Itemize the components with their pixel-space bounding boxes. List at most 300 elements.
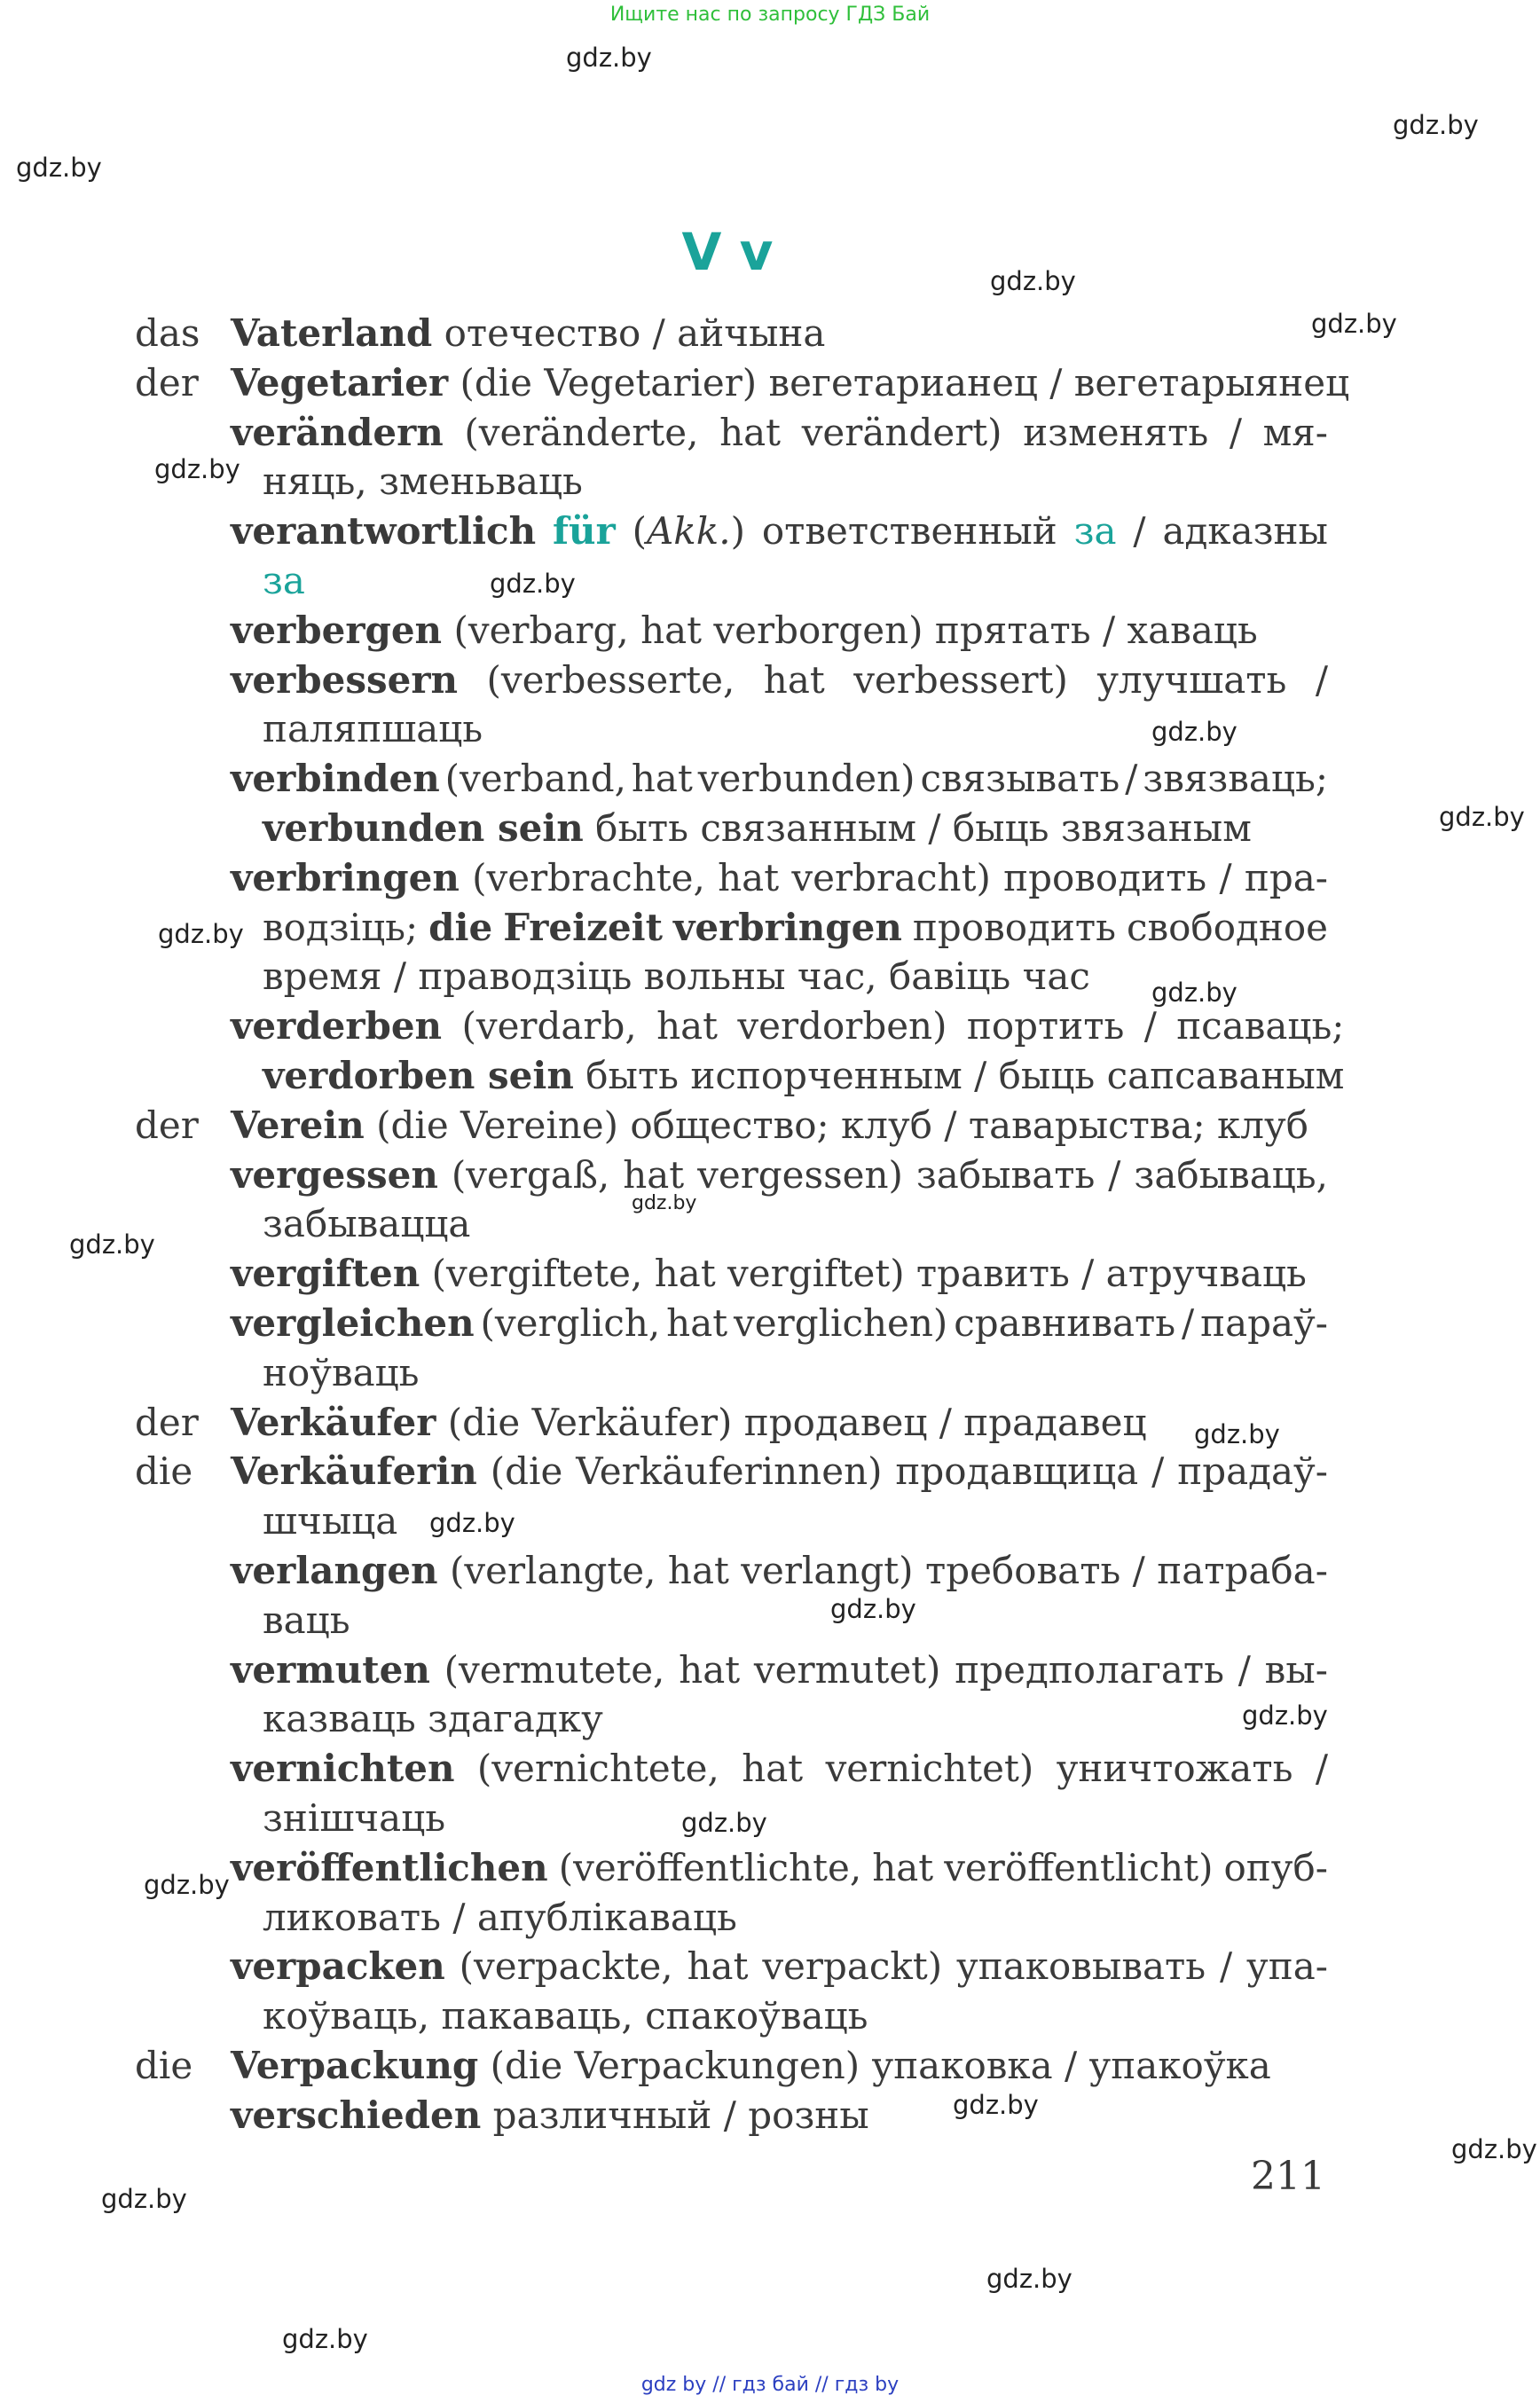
entry-word: [925, 1546, 1120, 1596]
entry-text: (verbesserte,: [486, 657, 735, 702]
entry-continuation-line: [231, 704, 1328, 754]
entry-body: [231, 1447, 1328, 1546]
entry-word: [461, 1001, 636, 1051]
entry-word: [853, 656, 1068, 705]
article: [135, 1150, 231, 1250]
entry-body: [231, 1398, 1328, 1448]
entry-text: (die Verkäufer) продавец / прадавец: [436, 1400, 1147, 1444]
entry-line: [231, 1249, 1328, 1299]
entry-word: [742, 1744, 803, 1794]
entry-text: коўваць, пакаваць, спакоўваць: [263, 1994, 868, 2038]
entry-text: забываць,: [1134, 1152, 1328, 1197]
entry-text: /: [1219, 855, 1232, 899]
entry-text: предполагать: [955, 1647, 1224, 1692]
article: [135, 754, 231, 853]
entry-word: [791, 853, 991, 903]
entry-text: отечество / айчына: [432, 311, 826, 355]
entry-line: [231, 656, 1328, 705]
page-number: 211: [1251, 2154, 1325, 2199]
entry-word: [231, 754, 440, 804]
entry-word: [954, 1299, 1175, 1348]
entry-word: [895, 1447, 1138, 1496]
entry-text: адказны: [1162, 509, 1328, 554]
dictionary-entry: [135, 1001, 1345, 1101]
entry-text: hat: [631, 757, 693, 801]
article: die: [135, 2043, 193, 2087]
entry-body: [231, 358, 1349, 408]
entry-line: [231, 1398, 1328, 1448]
entry-word: [921, 754, 1120, 804]
watermark: gdz.by: [1311, 309, 1397, 339]
entry-line: [231, 2091, 1328, 2140]
entry-text: verlangen: [231, 1548, 438, 1592]
watermark: gdz.by: [1393, 110, 1479, 140]
dictionary-entry: [135, 606, 1328, 656]
dictionary-entry: [135, 1645, 1328, 1745]
entry-line: [231, 408, 1328, 458]
entry-word: [1133, 507, 1145, 556]
entry-text: (die Vereine) общество; клуб / таварыства; клуб: [364, 1103, 1308, 1147]
entry-text: (verdarb,: [461, 1004, 637, 1048]
entry-text: verdorben sein: [263, 1053, 574, 1097]
entry-word: [802, 408, 1002, 458]
headword: Vegetarier: [231, 360, 449, 404]
entry-word: [967, 1001, 1125, 1051]
watermark: gdz.by: [986, 2264, 1072, 2294]
entry-line: [231, 606, 1328, 656]
entry-text: упаковывать: [955, 1944, 1206, 1989]
entry-word: [656, 1001, 718, 1051]
entry-line: [231, 1546, 1328, 1596]
entry-word: [1246, 1942, 1328, 1991]
entry-word: [666, 1299, 727, 1348]
headword: Verkäufer: [231, 1400, 436, 1444]
headword: verschieden: [231, 2093, 482, 2137]
entry-word: [231, 408, 444, 458]
entry-line: [231, 1001, 1344, 1051]
watermark: gdz.by: [69, 1229, 155, 1260]
entry-text: hat: [719, 410, 782, 454]
entry-line: [231, 1744, 1328, 1794]
dictionary-entry: [135, 1546, 1328, 1645]
watermark: gdz.by: [1451, 2134, 1537, 2164]
entry-continuation-line: [231, 1051, 1344, 1101]
entry-text: ликовать / апублікаваць: [263, 1895, 737, 1939]
entry-text: ноўваць: [263, 1350, 420, 1394]
watermark: gdz.by: [681, 1808, 767, 1838]
entry-text: verpacken: [231, 1944, 445, 1989]
entry-word: [231, 656, 458, 705]
entry-word: [450, 1546, 656, 1596]
entry-text: verglichen): [734, 1300, 948, 1345]
entry-continuation-line: [231, 1694, 1328, 1744]
headword: verbergen: [231, 608, 443, 652]
entry-word: [688, 1942, 749, 1991]
watermark: gdz.by: [282, 2324, 368, 2354]
entry-word: [1263, 408, 1328, 458]
entry-text: verlangt): [741, 1548, 914, 1592]
entry-text: мя-: [1262, 410, 1328, 454]
entry-text: Verkäuferin: [231, 1449, 477, 1494]
entry-word: [452, 1150, 609, 1200]
entry-text: (vermutete,: [444, 1647, 665, 1692]
entry-word: [697, 1150, 903, 1200]
entry-body: [231, 1744, 1328, 1843]
entry-text: различный / розны: [481, 2093, 869, 2137]
entry-word: [1057, 1744, 1293, 1794]
entry-word: [1023, 408, 1208, 458]
dictionary-entry: [135, 408, 1328, 507]
entry-text: проводить: [912, 905, 1116, 949]
watermark: gdz.by: [990, 266, 1076, 296]
entry-word: [668, 1546, 729, 1596]
entry-word: [1162, 507, 1328, 556]
entry-text: упа-: [1245, 1944, 1328, 1989]
entry-text: /: [1151, 1449, 1165, 1494]
footer-links[interactable]: gdz by // гдз бай // гдз by: [640, 2374, 900, 2396]
entry-word: [679, 1645, 740, 1695]
entry-word: [718, 853, 779, 903]
entry-text: шчыца: [263, 1499, 398, 1543]
entry-text: вы-: [1264, 1647, 1328, 1692]
entry-body: [231, 606, 1328, 656]
article: [135, 1299, 231, 1398]
article: [135, 1249, 231, 1299]
entry-text: vernichtet): [825, 1747, 1034, 1791]
entry-text: улучшать: [1096, 657, 1287, 702]
entry-text: параў-: [1200, 1300, 1328, 1345]
entry-text: (verpackte,: [459, 1944, 673, 1989]
entry-word: [231, 1150, 438, 1200]
article: [135, 1645, 231, 1745]
entry-text: für: [552, 509, 616, 554]
entry-text: изменять: [1023, 410, 1209, 454]
watermark: gdz.by: [16, 153, 102, 183]
article: [135, 2091, 231, 2140]
entry-continuation-line: [231, 1794, 1328, 1843]
headword: Verpackung: [231, 2043, 479, 2087]
entry-line: [231, 1299, 1328, 1348]
entry-word: [762, 507, 1057, 556]
entry-word: [1230, 408, 1242, 458]
section-heading: V v: [681, 222, 774, 282]
watermark: gdz.by: [1194, 1419, 1280, 1449]
entry-body: [231, 754, 1328, 853]
entry-line: [231, 1843, 1328, 1893]
article: [135, 507, 231, 606]
entry-word: [1220, 1942, 1232, 1991]
entry-line: [231, 1645, 1328, 1695]
entry-text: hat: [666, 1300, 728, 1345]
entry-word: [719, 408, 781, 458]
watermark: gdz.by: [101, 2184, 187, 2214]
entry-word: [872, 1843, 933, 1893]
dictionary-entry: [135, 853, 1328, 1001]
entry-text: vermuten: [231, 1647, 430, 1692]
entry-text: hat: [623, 1152, 685, 1197]
entry-text: забывацца: [263, 1202, 471, 1246]
entry-text: /: [1229, 410, 1242, 454]
entry-continuation-line: [231, 457, 1328, 507]
entry-text: (vergiftete, hat vergiftet) травить / атручваць: [420, 1252, 1307, 1296]
entry-text: vergessen): [697, 1152, 903, 1197]
entry-word: [1200, 1299, 1328, 1348]
entry-word: [734, 1299, 947, 1348]
entry-word: [1144, 1001, 1157, 1051]
entry-body: [231, 1299, 1328, 1398]
article: der: [135, 1103, 199, 1147]
entry-text: казваць здагадку: [263, 1697, 603, 1741]
entry-word: [559, 1843, 861, 1893]
entry-word: [741, 1546, 913, 1596]
entry-text: связывать: [920, 757, 1120, 801]
entry-word: [1316, 1744, 1328, 1794]
entry-body: [231, 656, 1328, 755]
dictionary-entry: [135, 2091, 1328, 2140]
headword: vergiften: [231, 1252, 420, 1296]
entry-text: verbessert): [853, 657, 1068, 702]
entry-body: [231, 2041, 1328, 2091]
entry-word: [428, 903, 492, 953]
article: die: [135, 1449, 193, 1494]
article: [135, 408, 231, 507]
entry-word: [231, 853, 460, 903]
entry-word: [231, 1942, 445, 1991]
headword: Vaterland: [231, 311, 433, 355]
entry-word: [1238, 1645, 1251, 1695]
entry-word: [673, 903, 902, 953]
entry-text: hat: [718, 855, 780, 899]
entry-text: verderben: [231, 1004, 443, 1048]
entry-text: /: [1108, 1152, 1121, 1197]
entry-word: [1219, 853, 1231, 903]
entry-body: [231, 1645, 1328, 1745]
entry-text: требовать: [924, 1548, 1121, 1592]
entry-text: (verlangte,: [449, 1548, 656, 1592]
entry-text: псаваць;: [1176, 1004, 1345, 1048]
entry-word: [1003, 853, 1206, 903]
entry-text: /: [1182, 1300, 1195, 1345]
entry-word: [1265, 1645, 1328, 1695]
entry-word: [1177, 1447, 1328, 1496]
entry-text: /: [1133, 509, 1146, 554]
entry-text: /: [1219, 1944, 1233, 1989]
watermark: gdz.by: [632, 1192, 697, 1214]
entry-continuation-line: [231, 804, 1328, 853]
entry-line: [231, 754, 1328, 804]
entry-text: за: [1073, 509, 1117, 554]
entry-word: [1096, 656, 1286, 705]
entry-text: (verbarg, hat verborgen) прятать / хаваць: [442, 608, 1258, 652]
entry-body: [231, 853, 1328, 1001]
entry-word: [1108, 1150, 1120, 1200]
entry-text: проводить: [1003, 855, 1207, 899]
entry-text: Verkäuferinnen): [576, 1449, 883, 1494]
entry-word: [913, 903, 1116, 953]
entry-continuation-line: [231, 1496, 1328, 1546]
entry-word: [1182, 1299, 1194, 1348]
entry-word: [444, 1645, 665, 1695]
entry-word: [754, 1645, 941, 1695]
entry-body: [231, 1001, 1344, 1101]
entry-continuation-line: [231, 1893, 1328, 1943]
entry-text: verbracht): [791, 855, 991, 899]
dictionary-entry: [135, 1150, 1328, 1250]
entry-text: за: [263, 558, 305, 602]
entry-word: [1134, 1150, 1328, 1200]
dictionary-entry: [135, 1299, 1328, 1398]
entry-word: [764, 656, 825, 705]
watermark: gdz.by: [158, 919, 244, 949]
entry-body: [231, 507, 1328, 606]
entry-word: [460, 1942, 673, 1991]
entry-text: /: [1315, 657, 1328, 702]
entry-text: ответственный: [761, 509, 1057, 554]
entry-text: vernichten: [231, 1747, 455, 1791]
entry-text: verändert): [801, 410, 1002, 454]
entry-text: hat: [687, 1944, 749, 1989]
entry-word: [1223, 1843, 1327, 1893]
entry-text: vergessen: [231, 1152, 438, 1197]
entry-text: звязваць;: [1143, 757, 1328, 801]
entry-text: ваць: [263, 1598, 350, 1642]
entry-word: [491, 1447, 563, 1496]
entry-text: verbunden): [697, 757, 915, 801]
dictionary-entry: [135, 1249, 1328, 1299]
entry-word: [826, 1744, 1034, 1794]
entry-word: [231, 1744, 455, 1794]
entry-text: /: [1238, 1647, 1251, 1692]
watermark: gdz.by: [1242, 1700, 1328, 1731]
watermark: gdz.by: [144, 1870, 230, 1900]
entry-word: [1157, 1546, 1328, 1596]
entry-continuation-line: [231, 556, 1328, 606]
entry-body: [231, 1942, 1328, 2041]
entry-text: Freizeit: [503, 905, 664, 949]
entry-text: hat: [656, 1004, 719, 1048]
article: der: [135, 360, 199, 404]
top-banner-link[interactable]: Ищите нас по запросу ГДЗ Бай: [609, 4, 931, 26]
entry-text: сравнивать: [954, 1300, 1176, 1345]
entry-word: [737, 1001, 947, 1051]
entry-continuation-line: [231, 1348, 1328, 1398]
entry-word: [1133, 1546, 1145, 1596]
entry-text: (veränderte,: [464, 410, 699, 454]
entry-text: (vergaß,: [451, 1152, 610, 1197]
entry-body: [231, 2091, 1328, 2140]
entry-text: (die: [490, 1449, 563, 1494]
entry-word: [956, 1942, 1206, 1991]
entry-text: vergleichen: [231, 1300, 475, 1345]
dictionary-entry: [135, 309, 1328, 358]
entry-word: [576, 1447, 882, 1496]
entry-word: [1127, 903, 1328, 953]
dictionary-entry: [135, 1744, 1328, 1843]
entry-line: [231, 1942, 1328, 1991]
article: [135, 1843, 231, 1943]
entry-continuation-line: [231, 1596, 1328, 1645]
entry-continuation-line: [231, 1199, 1328, 1249]
watermark: gdz.by: [1151, 978, 1238, 1008]
watermark: gdz.by: [953, 2090, 1039, 2120]
watermark: gdz.by: [566, 43, 652, 73]
article: [135, 1546, 231, 1645]
entry-text: hat: [742, 1747, 804, 1791]
entry-body: [231, 1843, 1328, 1943]
article: das: [135, 311, 200, 355]
entry-line: [231, 1447, 1328, 1496]
entry-text: пра-: [1244, 855, 1328, 899]
entry-text: портить: [966, 1004, 1125, 1048]
entry-word: [477, 1744, 719, 1794]
entry-text: veröffentlichen: [231, 1845, 548, 1889]
entry-word: [632, 754, 693, 804]
entry-line: [231, 1150, 1328, 1200]
entry-text: verbunden sein: [263, 805, 584, 850]
entry-text: (die Verpackungen) упаковка / упакоўка: [478, 2043, 1271, 2087]
entry-text: verdorben): [737, 1004, 947, 1048]
entry-text: (: [632, 509, 647, 554]
entry-text: /: [1315, 1747, 1328, 1791]
dictionary-entry: [135, 656, 1328, 755]
entry-text: verbringen: [231, 855, 460, 899]
entry-word: [762, 1942, 942, 1991]
entry-line: [231, 358, 1349, 408]
entry-text: vermutet): [753, 1647, 941, 1692]
entry-text: водзіць;: [263, 905, 419, 949]
entry-word: [623, 1150, 684, 1200]
entry-continuation-line: [231, 903, 1328, 953]
article: [135, 1744, 231, 1843]
entry-word: [231, 507, 536, 556]
entry-line: [231, 309, 1328, 358]
entry-line: [231, 2041, 1328, 2091]
entry-body: [231, 1101, 1328, 1150]
entry-word: [472, 853, 705, 903]
entry-word: [1151, 1447, 1164, 1496]
headword: Verein: [231, 1103, 365, 1147]
entry-text: hat: [667, 1548, 729, 1592]
entry-word: [486, 656, 735, 705]
entry-text: забывать: [915, 1152, 1096, 1197]
entry-body: [231, 1249, 1328, 1299]
entry-body: [231, 309, 1328, 358]
entry-word: [1245, 853, 1328, 903]
entry-text: /: [1132, 1548, 1145, 1592]
entry-body: [231, 1546, 1328, 1645]
entry-word: [231, 1447, 477, 1496]
entry-word: [231, 1546, 438, 1596]
entry-word: [503, 903, 663, 953]
entry-text: hat: [872, 1845, 934, 1889]
entry-word: [1074, 507, 1117, 556]
dictionary-entry: [135, 1942, 1328, 2041]
dictionary-entry: [135, 1843, 1328, 1943]
entry-text: verbringen: [673, 905, 902, 949]
entry-text: (vernichtete,: [476, 1747, 719, 1791]
entry-line: [231, 853, 1328, 903]
entry-text: /: [1125, 757, 1138, 801]
entry-word: [944, 1843, 1213, 1893]
article: [135, 1942, 231, 2041]
entry-text: время / праводзіць вольны час, бавіць час: [263, 954, 1090, 999]
entry-text: verpackt): [762, 1944, 943, 1989]
entry-word: [916, 1150, 1095, 1200]
entry-text: verbessern: [231, 657, 459, 702]
entry-text: verantwortlich: [231, 509, 537, 554]
watermark: gdz.by: [429, 1508, 515, 1538]
entry-word: [1143, 754, 1328, 804]
